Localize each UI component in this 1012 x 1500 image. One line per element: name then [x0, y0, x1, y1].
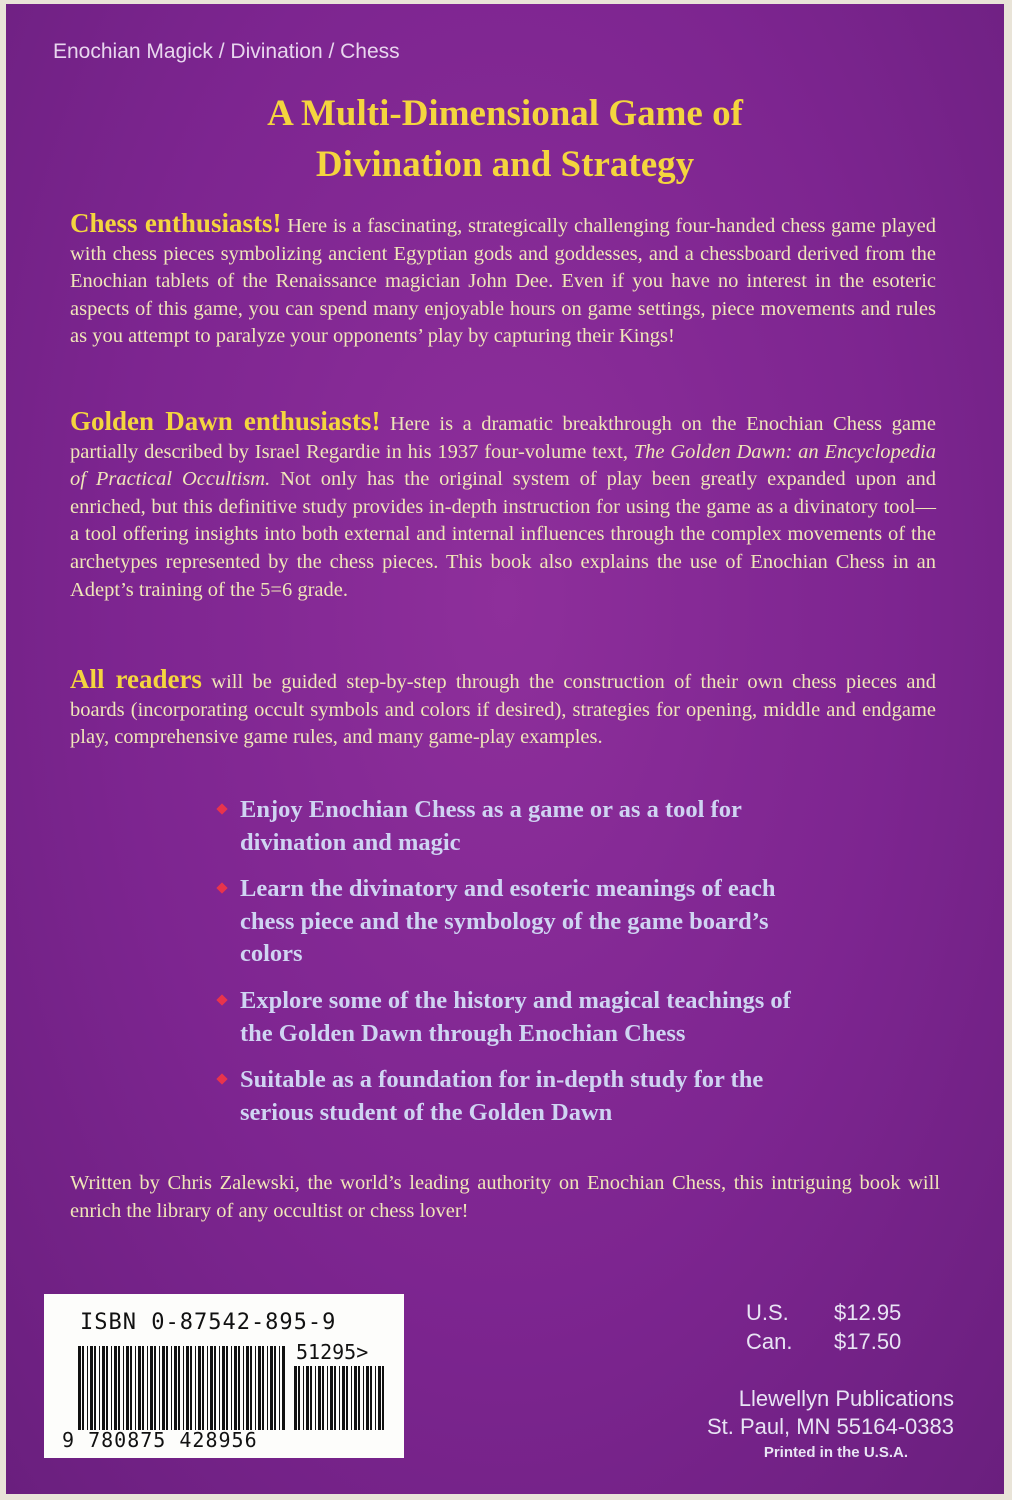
category-line: Enochian Magick / Divination / Chess [53, 40, 400, 63]
price-us [746, 1300, 946, 1328]
feature-list [216, 794, 796, 1143]
paragraph-body: will be guided step-by-step through the construction of their own chess pieces and boards (incorporating occult symbols and colors if desired), strategies for opening, middle and endgame play, comprehensive game rules, and many game-play examples. [70, 671, 936, 749]
feature-text: Suitable as a foundation for in-depth study for the serious student of the Golden Dawn [240, 1066, 764, 1126]
paragraph-all-readers [70, 666, 936, 752]
author-paragraph: Written by Chris Zalewski, the world’s leading authority on Enochian Chess, this intriguing book will enrich the library of any occultist or chess lover! [70, 1172, 940, 1222]
paragraph-body: Here is a dramatic breakthrough on the Enochian Chess game partially described by Israel Regardie in his 1937 four-volume text, [70, 413, 936, 463]
printed-in-note: Printed in the U.S.A. [763, 1444, 908, 1461]
paragraph-lead: Golden Dawn enthusiasts! [70, 406, 381, 436]
headline [6, 88, 1004, 190]
headline-line-2: Divination and Strategy [315, 144, 695, 185]
feature-text: Learn the divinatory and esoteric meanings of each chess piece and the symbology of the game board’s colors [240, 875, 776, 968]
paragraph-chess-enthusiasts [70, 210, 936, 351]
feature-item [216, 1064, 796, 1129]
publisher-name: Llewellyn Publications [738, 1386, 954, 1411]
paragraph-body: Here is a fascinating, strategically challenging four-handed chess game played with chess pieces symbolizing ancient Egyptian gods and goddesses, and a chessboard derived from the Enochian tablets of the Renaissance magician John Dee. Even if you have no interest in the esoteric aspects of this game, you can spend many enjoyable hours on game settings, piece movements and rules as you attempt to paralyze your opponents’ play by capturing their Kings! [70, 215, 936, 348]
paragraph-golden-dawn-enthusiasts [70, 408, 936, 604]
paragraph-lead: All readers [70, 664, 202, 694]
feature-text: Explore some of the history and magical teachings of the Golden Dawn through Enochian Chess [240, 986, 791, 1047]
feature-item [216, 985, 796, 1050]
price-value: $12.95 [834, 1300, 902, 1325]
feature-item [216, 794, 796, 859]
book-back-cover [6, 4, 1004, 1494]
headline-line-1: A Multi-Dimensional Game of [267, 93, 743, 134]
barcode-panel [44, 1294, 404, 1458]
paragraph-body-continued: Not only has the original system of play been greatly expanded upon and enriched, but this definitive study provides in-depth instruction for using the game as a divinatory tool—a tool offering insights into both external and internal influences through the complex movements of the archetypes represented by the chess pieces. This book also explains the use of Enochian Chess in an Adept’s training of the 5=6 grade. [70, 468, 937, 601]
isbn-text: ISBN 0-87542-895-9 [80, 1310, 337, 1335]
diamond-bullet-icon [216, 1073, 227, 1084]
publisher-address: St. Paul, MN 55164-0383 [706, 1414, 954, 1439]
diamond-bullet-icon [216, 883, 227, 894]
addon-price-code: 51295> [296, 1340, 369, 1364]
price-label: Can. [746, 1329, 793, 1354]
price-value: $17.50 [834, 1329, 902, 1354]
addon-barcode-icon [294, 1366, 390, 1430]
feature-text: Enjoy Enochian Chess as a game or as a tool for divination and magic [240, 796, 742, 856]
ean-barcode-icon [78, 1346, 288, 1430]
paragraph-lead: Chess enthusiasts! [70, 208, 282, 238]
feature-item [216, 873, 796, 971]
ean-digits: 9 780875 428956 [62, 1428, 258, 1452]
price-canada [746, 1329, 946, 1357]
diamond-bullet-icon [216, 803, 227, 814]
price-label: U.S. [746, 1300, 789, 1325]
book-title-reference: The Golden Dawn: an Encyclopedia of Practical Occultism. [70, 440, 936, 491]
diamond-bullet-icon [216, 994, 227, 1005]
